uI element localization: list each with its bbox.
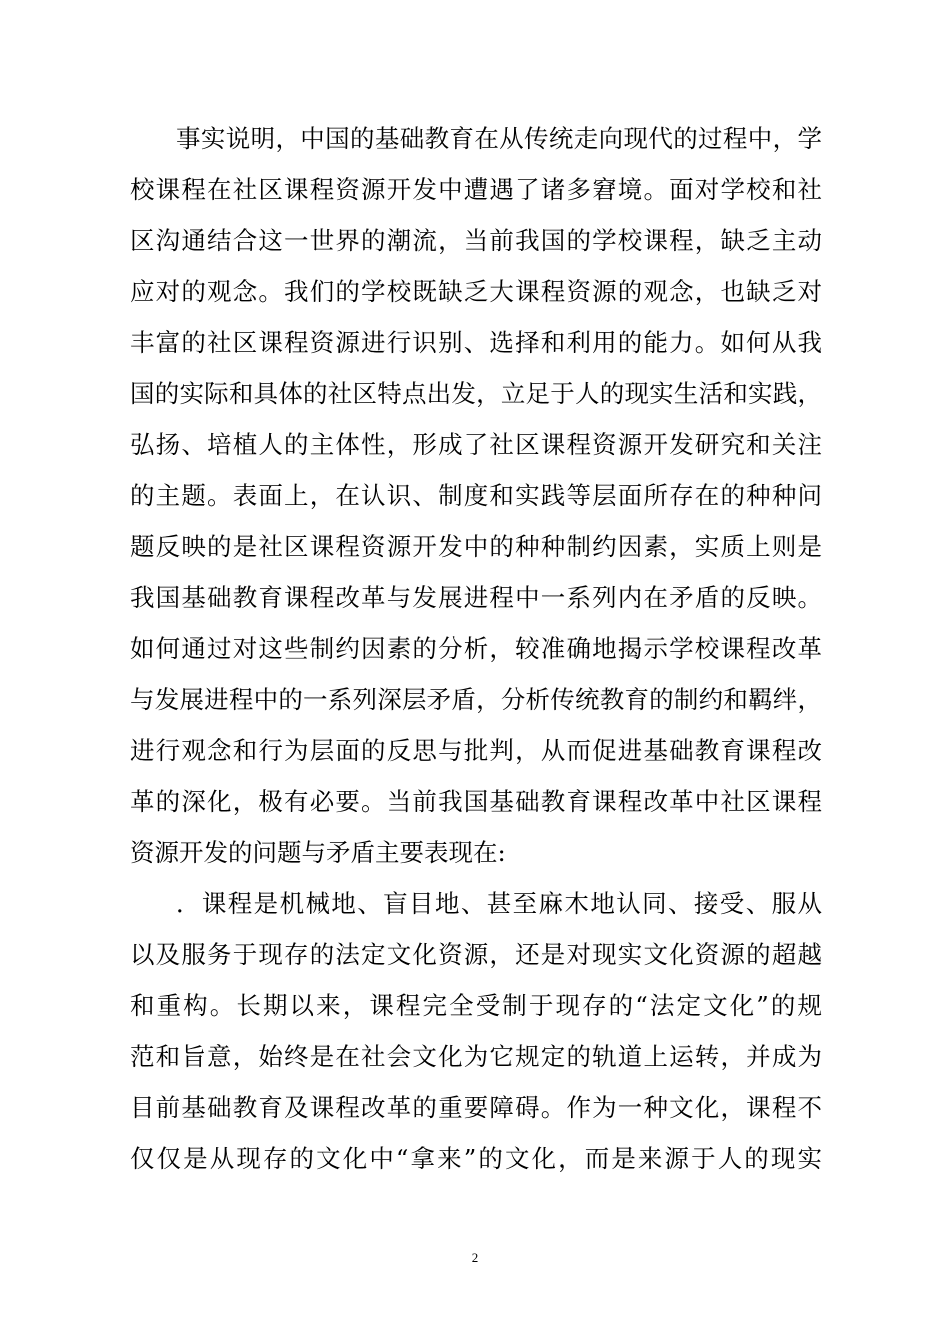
paragraph-line: 我国基础教育课程改革与发展进程中一系列内在矛盾的反映。 xyxy=(130,583,822,612)
paragraph-line: ．课程是机械地、盲目地、甚至麻木地认同、接受、服从 xyxy=(176,889,822,918)
paragraph-line: 区沟通结合这一世界的潮流，当前我国的学校课程，缺乏主动 xyxy=(130,226,822,255)
body-text xyxy=(130,118,822,1189)
paragraph-line: 仅仅是从现存的文化中“拿来”的文化，而是来源于人的现实 xyxy=(130,1144,822,1173)
paragraph-line: 事实说明，中国的基础教育在从传统走向现代的过程中，学 xyxy=(176,124,822,153)
paragraph-line: 应对的观念。我们的学校既缺乏大课程资源的观念，也缺乏对 xyxy=(130,277,822,306)
paragraph-line: 校课程在社区课程资源开发中遭遇了诸多窘境。面对学校和社 xyxy=(130,175,822,204)
paragraph-line: 革的深化，极有必要。当前我国基础教育课程改革中社区课程 xyxy=(130,787,822,816)
paragraph-line: 题反映的是社区课程资源开发中的种种制约因素，实质上则是 xyxy=(130,532,822,561)
paragraph-line: 与发展进程中的一系列深层矛盾，分析传统教育的制约和羁绊， xyxy=(130,685,822,714)
paragraph-line: 范和旨意，始终是在社会文化为它规定的轨道上运转，并成为 xyxy=(130,1042,822,1071)
paragraph-line: 以及服务于现存的法定文化资源，还是对现实文化资源的超越 xyxy=(130,940,822,969)
paragraph-line: 进行观念和行为层面的反思与批判，从而促进基础教育课程改 xyxy=(130,736,822,765)
paragraph-line: 如何通过对这些制约因素的分析，较准确地揭示学校课程改革 xyxy=(130,634,822,663)
paragraph-line: 丰富的社区课程资源进行识别、选择和利用的能力。如何从我 xyxy=(130,328,822,357)
paragraph-line: 弘扬、培植人的主体性，形成了社区课程资源开发研究和关注 xyxy=(130,430,822,459)
page-number: 2 xyxy=(471,1250,479,1265)
paragraph-line: 和重构。长期以来，课程完全受制于现存的“法定文化”的规 xyxy=(130,991,822,1020)
paragraph-line: 国的实际和具体的社区特点出发，立足于人的现实生活和实践， xyxy=(130,379,822,408)
paragraph-line: 的主题。表面上，在认识、制度和实践等层面所存在的种种问 xyxy=(130,481,822,510)
paragraph-line: 目前基础教育及课程改革的重要障碍。作为一种文化，课程不 xyxy=(130,1093,822,1122)
paragraph-line: 资源开发的问题与矛盾主要表现在: xyxy=(130,838,506,867)
